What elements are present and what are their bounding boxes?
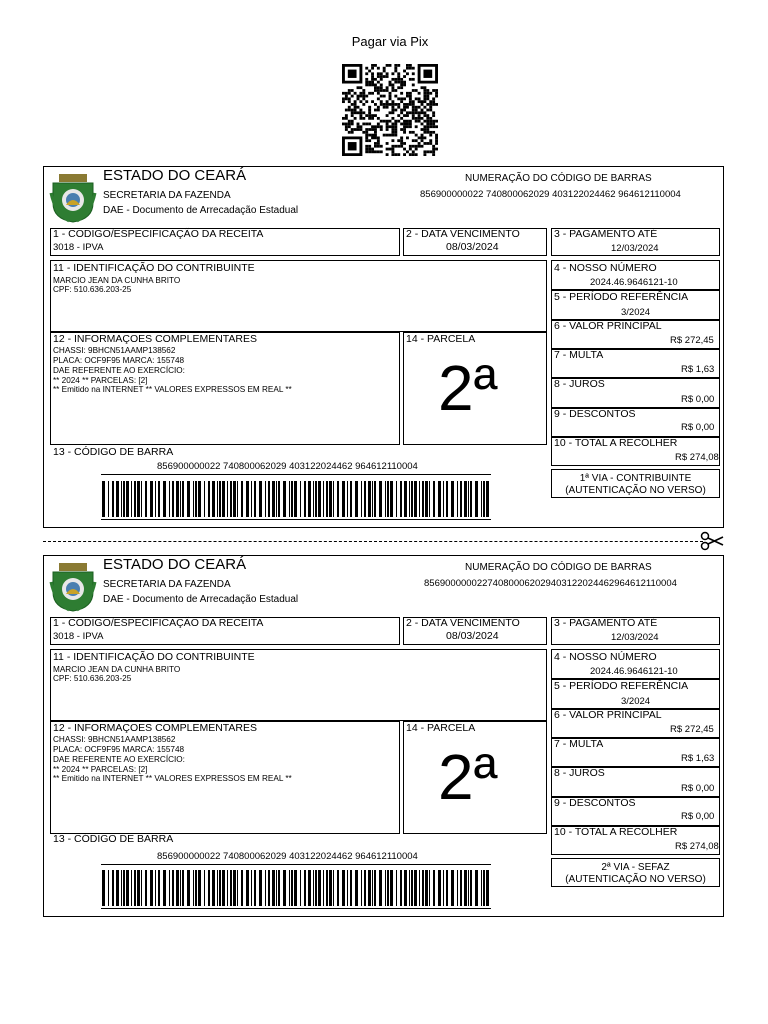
barcode[interactable] (102, 481, 490, 517)
barcode-bottom-rule (101, 908, 491, 909)
field-vencimento-value: 08/03/2024 (446, 241, 499, 253)
barcode-number-label: NUMERAÇÃO DO CÓDIGO DE BARRAS (465, 173, 652, 184)
info-parcelas: ** 2024 ** PARCELAS: [2] (53, 765, 148, 774)
scissors-icon (700, 531, 724, 551)
field-receita-label: 1 - CODIGO/ESPECIFICAÇÃO DA RECEITA (53, 617, 264, 629)
descontos-value: R$ 0,00 (681, 422, 715, 433)
periodo-value: 3/2024 (621, 307, 651, 318)
field-receita-value: 3018 - IPVA (53, 242, 104, 253)
total-label: 10 - TOTAL A RECOLHER (554, 826, 678, 838)
nosso-numero-label: 4 - NOSSO NÚMERO (554, 262, 657, 274)
info-placa: PLACA: OCF9F95 MARCA: 155748 (53, 356, 185, 365)
dae-label: DAE - Documento de Arrecadação Estadual (103, 594, 299, 605)
periodo-label: 5 - PERÍODO REFERÊNCIA (554, 291, 689, 303)
info-chassi: CHASSI: 9BHCN51AAMP138562 (53, 735, 176, 744)
valor-principal-value: R$ 272,45 (670, 724, 714, 735)
barcode-bottom-rule (101, 519, 491, 520)
field-contribuinte-label: 11 - IDENTIFICAÇÃO DO CONTRIBUINTE (53, 262, 255, 274)
field-pagamento-value: 12/03/2024 (611, 632, 659, 643)
via-box (551, 469, 720, 498)
via-box (551, 858, 720, 887)
via-title: 2ª VIA - SEFAZ (601, 862, 670, 873)
descontos-label: 9 - DESCONTOS (554, 408, 636, 420)
multa-label: 7 - MULTA (554, 738, 604, 750)
multa-label: 7 - MULTA (554, 349, 604, 361)
field-receita-value: 3018 - IPVA (53, 631, 104, 642)
field-vencimento-value: 08/03/2024 (446, 630, 499, 642)
descontos-value: R$ 0,00 (681, 811, 715, 822)
via-note: (AUTENTICAÇÃO NO VERSO) (565, 874, 706, 885)
valor-principal-value: R$ 272,45 (670, 335, 714, 346)
dae-slip-2 (43, 555, 724, 917)
dae-label: DAE - Documento de Arrecadação Estadual (103, 205, 299, 216)
periodo-label: 5 - PERÍODO REFERÊNCIA (554, 680, 689, 692)
barcode-number-label: NUMERAÇÃO DO CÓDIGO DE BARRAS (465, 562, 652, 573)
state-title: ESTADO DO CEARÁ (103, 556, 247, 573)
pix-title: Pagar via Pix (351, 34, 429, 49)
field-contribuinte-label: 11 - IDENTIFICAÇÃO DO CONTRIBUINTE (53, 651, 255, 663)
total-value: R$ 274,08 (675, 841, 719, 852)
codigo-barra-number: 856900000022 740800062029 403122024462 964612110004 (157, 851, 418, 862)
dae-slip-1 (43, 166, 724, 528)
descontos-label: 9 - DESCONTOS (554, 797, 636, 809)
juros-value: R$ 0,00 (681, 783, 715, 794)
info-complementares-label: 12 - INFORMAÇOES COMPLEMENTARES (53, 333, 258, 345)
info-placa: PLACA: OCF9F95 MARCA: 155748 (53, 745, 185, 754)
periodo-value: 3/2024 (621, 696, 651, 707)
total-value: R$ 274,08 (675, 452, 719, 463)
juros-label: 8 - JUROS (554, 767, 605, 779)
barcode-number-value: 856900000022 740800062029 403122024462 964612110004 (420, 189, 681, 200)
info-exercicio: DAE REFERENTE AO EXERCÍCIO: (53, 755, 185, 764)
valor-principal-label: 6 - VALOR PRINCIPAL (554, 320, 662, 332)
multa-value: R$ 1,63 (681, 753, 715, 764)
contribuinte-cpf: CPF: 510.636.203-25 (53, 674, 132, 683)
cut-line (43, 541, 703, 542)
secretaria-label: SECRETARIA DA FAZENDA (103, 190, 231, 201)
barcode-number-value: 856900000022740800062029403122024462964612110004 (424, 578, 677, 589)
state-title: ESTADO DO CEARÁ (103, 167, 247, 184)
contribuinte-name: MARCIO JEAN DA CUNHA BRITO (53, 276, 181, 285)
secretaria-label: SECRETARIA DA FAZENDA (103, 579, 231, 590)
barcode-top-rule (101, 864, 491, 865)
multa-value: R$ 1,63 (681, 364, 715, 375)
info-complementares-label: 12 - INFORMAÇOES COMPLEMENTARES (53, 722, 258, 734)
valor-principal-label: 6 - VALOR PRINCIPAL (554, 709, 662, 721)
pix-qr-code[interactable] (342, 64, 438, 156)
barcode[interactable] (102, 870, 490, 906)
info-emitido: ** Emitido na INTERNET ** VALORES EXPRESSOS EM REAL ** (53, 774, 292, 783)
parcela-value: 2ª (438, 741, 498, 813)
total-label: 10 - TOTAL A RECOLHER (554, 437, 678, 449)
nosso-numero-value: 2024.46.9646121-10 (590, 666, 678, 677)
codigo-barra-label: 13 - CÓDIGO DE BARRA (53, 833, 174, 845)
field-pagamento-label: 3 - PAGAMENTO ATÉ (554, 617, 658, 629)
contribuinte-name: MARCIO JEAN DA CUNHA BRITO (53, 665, 181, 674)
nosso-numero-label: 4 - NOSSO NÚMERO (554, 651, 657, 663)
via-note: (AUTENTICAÇÃO NO VERSO) (565, 485, 706, 496)
info-emitido: ** Emitido na INTERNET ** VALORES EXPRESSOS EM REAL ** (53, 385, 292, 394)
field-pagamento-label: 3 - PAGAMENTO ATÉ (554, 228, 658, 240)
codigo-barra-number: 856900000022 740800062029 403122024462 964612110004 (157, 461, 418, 472)
codigo-barra-label: 13 - CÓDIGO DE BARRA (53, 446, 174, 458)
ceara-coat-of-arms-icon (49, 562, 97, 612)
ceara-coat-of-arms-icon (49, 173, 97, 223)
field-receita-label: 1 - CODIGO/ESPECIFICAÇÃO DA RECEITA (53, 228, 264, 240)
via-title: 1ª VIA - CONTRIBUINTE (579, 473, 692, 484)
parcela-value: 2ª (438, 352, 498, 424)
field-pagamento-value: 12/03/2024 (611, 243, 659, 254)
parcela-label: 14 - PARCELA (406, 333, 476, 345)
juros-label: 8 - JUROS (554, 378, 605, 390)
info-chassi: CHASSI: 9BHCN51AAMP138562 (53, 346, 176, 355)
parcela-label: 14 - PARCELA (406, 722, 476, 734)
juros-value: R$ 0,00 (681, 394, 715, 405)
field-vencimento-label: 2 - DATA VENCIMENTO (406, 617, 520, 629)
info-parcelas: ** 2024 ** PARCELAS: [2] (53, 376, 148, 385)
nosso-numero-value: 2024.46.9646121-10 (590, 277, 678, 288)
barcode-top-rule (101, 474, 491, 475)
field-vencimento-label: 2 - DATA VENCIMENTO (406, 228, 520, 240)
info-exercicio: DAE REFERENTE AO EXERCÍCIO: (53, 366, 185, 375)
contribuinte-cpf: CPF: 510.636.203-25 (53, 285, 132, 294)
